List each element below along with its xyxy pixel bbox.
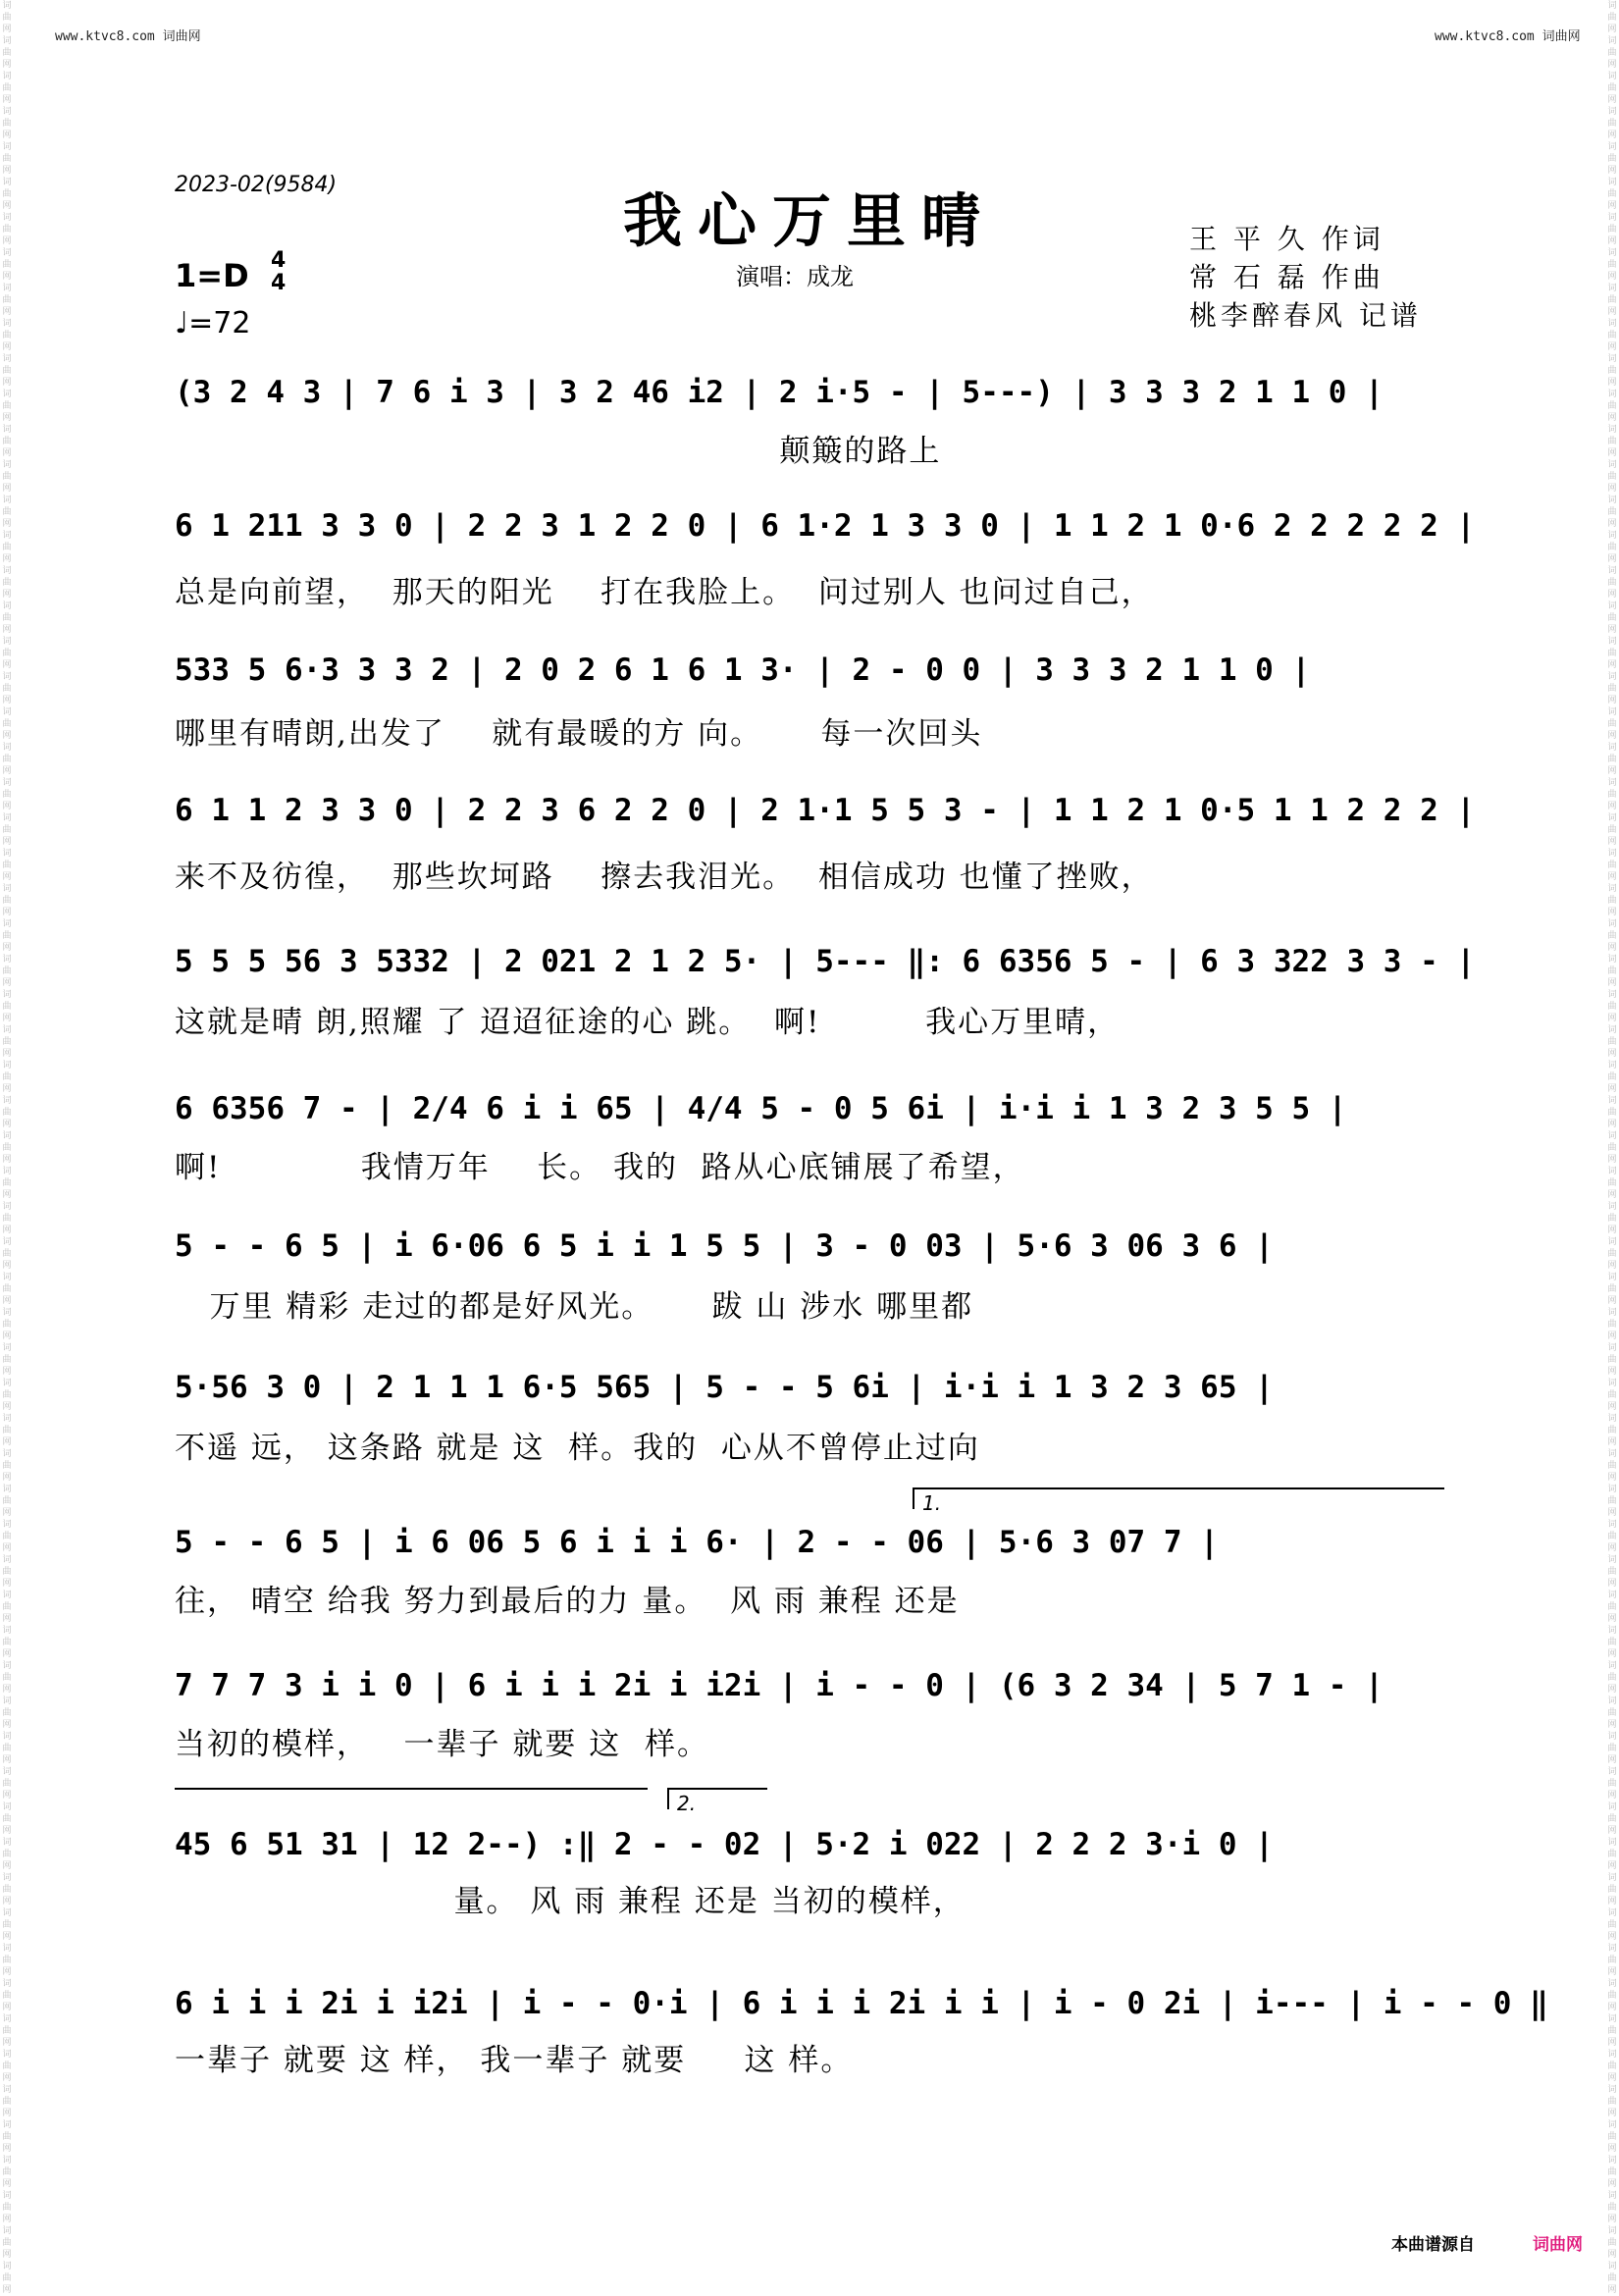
song-title: 我心万里晴 [623,187,996,256]
transcriber-credit: 桃李醉春风 记谱 [1189,299,1422,332]
lyrics-row-9: 往， 晴空 给我 努力到最后的力 量。 风 雨 兼程 还是 [175,1584,960,1619]
site-url-right[interactable]: www.ktvc8.com [1435,29,1535,44]
site-header-left[interactable] [55,26,201,44]
time-signature-bottom: 4 [271,271,287,295]
notation-row-10: 7 7 7 3 i i 0 | 6 i i i 2i i i2i | i - - 0 | (6 3 2 34 | 5 7 1 - | [175,1668,1384,1703]
lyricist-credit: 王 平 久 作词 [1189,223,1384,255]
notation-row-4: 6 1 1 2 3 3 0 | 2 2 3 6 2 2 0 | 2 1·1 5 5 3 - | 1 1 2 1 0·5 1 1 2 2 2 | [175,793,1476,828]
notation-row-1: (3 2 4 3 | 7 6 i 3 | 3 2 46 i2 | 2 i·5 - | 5---) | 3 3 3 2 1 1 0 | [175,375,1384,410]
time-signature-top: 4 [271,248,287,273]
notation-row-12: 6 i i i 2i i i2i | i - - 0·i | 6 i i i 2i i i | i - 0 2i | i--- | i - - 0 ‖ [175,1986,1548,2021]
watermark-strip-right: 词曲网词曲网词曲网词曲网词曲网词曲网词曲网词曲网词曲网词曲网词曲网词曲网词曲网词曲网词曲网词曲网词曲网词曲网词曲网词曲网词曲网词曲网词曲网词曲网词曲网词曲网词曲网词曲网词曲网词曲网词曲网词曲网词曲网词曲网词曲网词曲网词曲网词曲网词曲网词曲网词曲网词曲网词曲网词曲网词曲网词曲网词曲网词曲网词曲网词曲网词曲网词曲网词曲网词曲网词曲网词曲网词曲网词曲网词曲网词曲网词曲网词曲网词曲网词曲网词曲网 [1607,1,1617,2295]
lyrics-row-5: 这就是晴 朗,照耀 了 迢迢征途的心 跳。 啊! 我心万里晴， [175,1005,1121,1040]
lyrics-row-6: 啊! 我情万年 长。 我的 路从心底铺展了希望， [175,1150,1025,1185]
volta-label-2: 2. [677,1792,697,1815]
site-url-left[interactable]: www.ktvc8.com [55,29,155,44]
lyrics-row-10: 当初的模样， 一辈子 就要 这 样。 [175,1727,709,1762]
notation-row-8: 5·56 3 0 | 2 1 1 1 6·5 565 | 5 - - 5 6i | i·i i 1 3 2 3 65 | [175,1370,1274,1405]
footer-site-link[interactable]: 词曲网 [1533,2235,1583,2255]
lyrics-row-4: 来不及彷徨， 那些坎坷路 擦去我泪光。 相信成功 也懂了挫败， [175,860,1154,895]
key-signature: 1=D [175,257,249,294]
site-name-right[interactable]: 词曲网 [1541,29,1581,44]
volta-bracket-2 [667,1788,767,1815]
notation-row-6: 6 6356 7 - | 2/4 6 i i 65 | 4/4 5 - 0 5 6i | i·i i 1 3 2 3 5 5 | [175,1091,1347,1126]
lyrics-row-2: 总是向前望， 那天的阳光 打在我脸上。 问过别人 也问过自己， [175,575,1154,610]
notation-row-3: 533 5 6·3 3 3 2 | 2 0 2 6 1 6 1 3· | 2 - 0 0 | 3 3 3 2 1 1 0 | [175,652,1311,688]
tempo-marking: ♩=72 [175,306,251,340]
singer-credit: 演唱：成龙 [736,263,854,290]
lyrics-row-3: 哪里有晴朗,出发了 就有最暖的方 向。 每一次回头 [175,716,983,752]
volta-line-1-continued [175,1788,648,1790]
lyrics-row-12: 一辈子 就要 这 样， 我一辈子 就要 这 样。 [175,2043,854,2078]
watermark-strip-left: 词曲网词曲网词曲网词曲网词曲网词曲网词曲网词曲网词曲网词曲网词曲网词曲网词曲网词曲网词曲网词曲网词曲网词曲网词曲网词曲网词曲网词曲网词曲网词曲网词曲网词曲网词曲网词曲网词曲网词曲网词曲网词曲网词曲网词曲网词曲网词曲网词曲网词曲网词曲网词曲网词曲网词曲网词曲网词曲网词曲网词曲网词曲网词曲网词曲网词曲网词曲网词曲网词曲网词曲网词曲网词曲网词曲网词曲网词曲网词曲网词曲网词曲网词曲网词曲网词曲网 [2,1,12,2295]
lyrics-row-8: 不遥 远， 这条路 就是 这 样。我的 心从不曾停止过向 [175,1431,980,1466]
composer-credit: 常 石 磊 作曲 [1189,261,1384,293]
notation-row-11: 45 6 51 31 | 12 2--) :‖ 2 - - 02 | 5·2 i 022 | 2 2 2 3·i 0 | [175,1827,1274,1862]
lyrics-row-7: 万里 精彩 走过的都是好风光。 跋 山 涉水 哪里都 [175,1289,974,1325]
notation-row-2: 6 1 211 3 3 0 | 2 2 3 1 2 2 0 | 6 1·2 1 3 3 0 | 1 1 2 1 0·6 2 2 2 2 2 | [175,508,1476,544]
volta-bracket-1 [913,1487,1444,1515]
time-signature [271,249,286,294]
lyrics-row-11: 量。 风 雨 兼程 还是 当初的模样， [175,1884,966,1919]
footer-source-text: 本曲谱源自 [1391,2235,1475,2255]
score-code: 2023-02(9584) [175,173,338,197]
site-header-right[interactable] [1435,26,1581,44]
volta-label-1: 1. [922,1491,942,1515]
notation-row-9: 5 - - 6 5 | i 6 06 5 6 i i i 6· | 2 - - 06 | 5·6 3 07 7 | [175,1525,1219,1560]
notation-row-5: 5 5 5 56 3 5332 | 2 021 2 1 2 5· | 5--- ‖: 6 6356 5 - | 6 3 322 3 3 - | [175,944,1476,979]
site-name-left[interactable]: 词曲网 [162,29,201,44]
lyrics-row-1: 颠簸的路上 [175,434,942,469]
notation-row-7: 5 - - 6 5 | i 6·06 6 5 i i 1 5 5 | 3 - 0 03 | 5·6 3 06 3 6 | [175,1228,1274,1264]
